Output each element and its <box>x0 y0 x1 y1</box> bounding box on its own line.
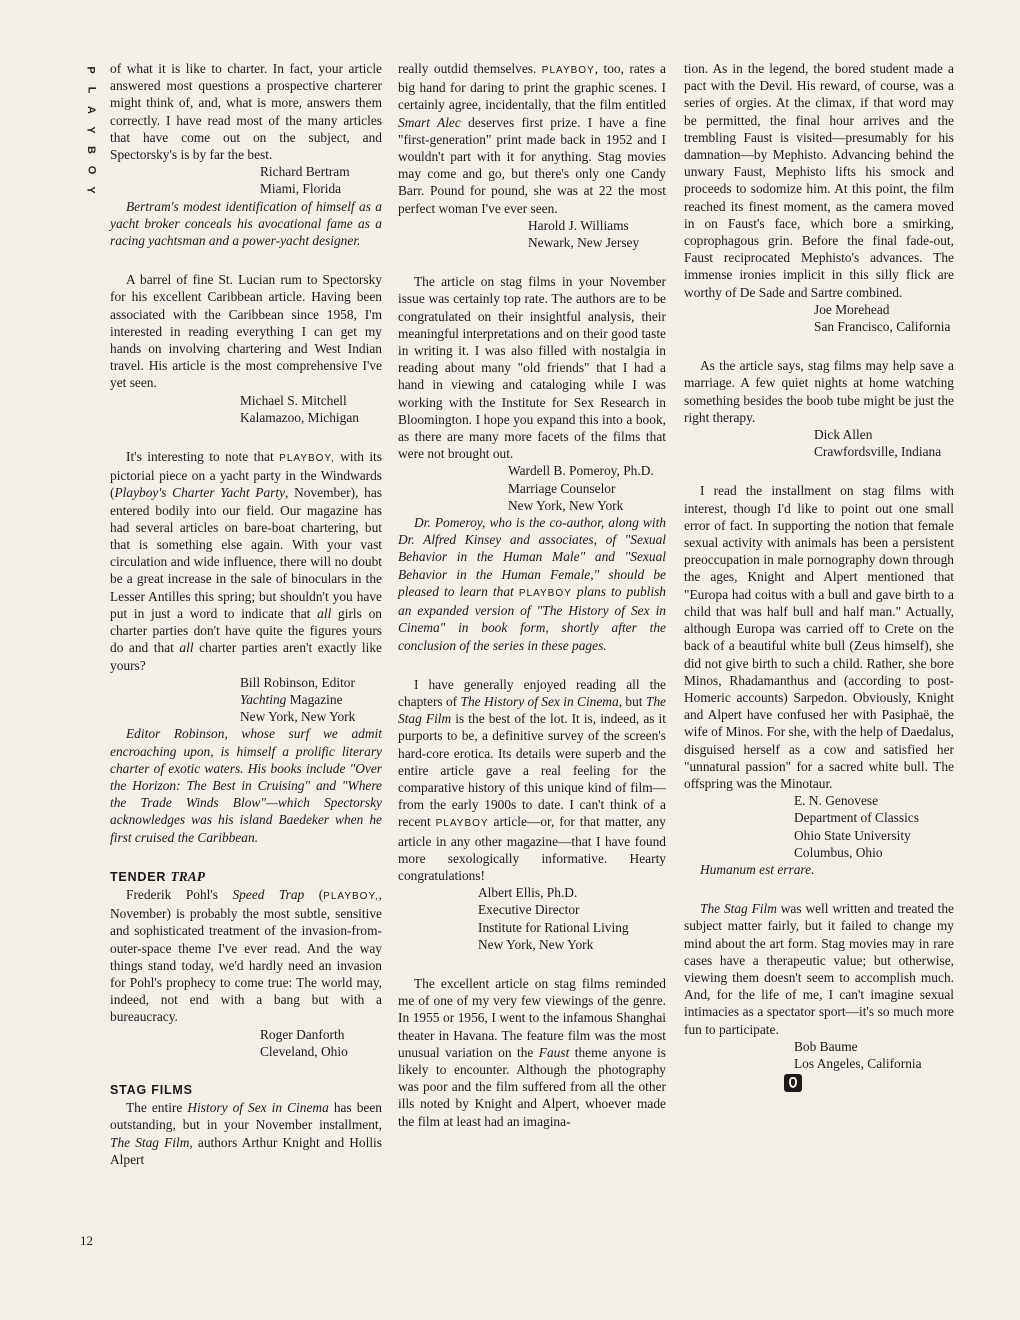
letter-affiliation: Ohio State University <box>794 827 911 843</box>
editor-note: Humanum est errare. <box>700 861 815 877</box>
letter-signature: E. N. Genovese <box>794 793 879 809</box>
letter-location: Newark, New Jersey <box>528 235 640 251</box>
letter-body: It's interesting to note that PLAYBOY, with its pictorial piece on a yacht party in the Windwards (Playboy's Charter Yacht Party, November), has entered bodily into our field. Our magazine has had several articles on bare-boat chartering, but that is something else again. With your vast circulation and wide influence, there will no doubt be a great increase in the sale of binoculars in the Lesser Antilles this spring; but shouldn't you have put in just a word to indicate that all girls on charter parties don't have quite the figures yours do and that all charter parties aren't exactly like yours? <box>110 449 383 673</box>
column-3 <box>684 60 954 1096</box>
letter-location: New York, New York <box>478 936 594 952</box>
masthead-letter: Y <box>85 186 97 194</box>
brand-small-caps: PLAYBOY <box>518 587 572 599</box>
letter-signature: Wardell B. Pomeroy, Ph.D. <box>508 463 654 479</box>
letter-location: Los Angeles, California <box>794 1055 922 1071</box>
letter-location: Columbus, Ohio <box>794 844 883 860</box>
letter-affiliation: Department of Classics <box>794 810 919 826</box>
letter-body: really outdid themselves. PLAYBOY, too, rates a big hand for daring to print the graphic scenes. I certainly agree, incidentally, that the film entitled Smart Alec deserves first prize. I have a fine "first-generation" print made back in 1952 and I wouldn't part with it for anything. Stag movies may come and go, but there's only one Candy Barr. Pound for pound, she was at 22 the most perfect woman I've ever seen. <box>398 61 666 216</box>
letter-affiliation: Marriage Counselor <box>508 480 616 496</box>
brand-small-caps: PLAYBOY, <box>323 890 379 902</box>
editor-note: Bertram's modest identification of himself as a yacht broker conceals his avocational fame as a racing yachtsman and a power-yacht designer. <box>110 198 382 249</box>
letter-signature: Harold J. Williams <box>528 217 629 233</box>
letter-affiliation: Yachting Magazine <box>240 691 343 707</box>
letter-body: As the article says, stag films may help save a marriage. A few quiet nights at home watching something besides the boob tube might be just the right therapy. <box>684 358 954 425</box>
section-heading: TENDER TRAP <box>110 868 205 884</box>
masthead-letter: P <box>85 66 97 74</box>
brand-small-caps: PLAYBOY, <box>279 453 335 465</box>
letter-signature: Dick Allen <box>814 427 873 443</box>
masthead-letter: L <box>84 86 97 94</box>
rabbit-head-icon <box>784 1074 802 1092</box>
letter-body: A barrel of fine St. Lucian rum to Spectorsky for his excellent Caribbean article. Having been associated with the Caribbean since 1958, I'm interested in reading everything I can get my hands on involving chartering and West Indian travel. His article is the most comprehensive I've yet seen. <box>110 272 382 391</box>
letter-affiliation: Institute for Rational Living <box>478 919 629 935</box>
masthead-letter: B <box>84 146 97 154</box>
letter-location: Miami, Florida <box>260 181 342 197</box>
column-1 <box>110 60 382 1168</box>
masthead-letter: O <box>85 165 97 175</box>
letter-signature: Roger Danforth <box>260 1026 345 1042</box>
column-2 <box>398 60 666 1130</box>
letter-location: New York, New York <box>240 709 356 725</box>
letter-signature: Bob Baume <box>794 1038 858 1054</box>
letter-location: Crawfordsville, Indiana <box>814 444 942 460</box>
letter-body: tion. As in the legend, the bored student made a pact with the Devil. His reward, of course, was a series of orgies. At the climax, if that word may be permitted, the final hour arrives and the trembling Faust is visited—presumably for his damnation—by Mephisto. Advancing behind the unwary Faust, Mephisto lifts his smock and proceeds to sodomize him. At this point, the film reached its finest moment, as the camera moved in on Faust's face, which bore a smirking, coprophagous grin. Before the final fade-out, Faust reciprocated Mephisto's advances. The immense ironies implicit in this silly flick are worthy of De Sade and Sartre combined. <box>684 61 954 300</box>
letter-body: The article on stag films in your November issue was certainly top rate. The authors are to be congratulated on their insightful analysis, their meaningful interpretations and on their good taste in writing it. I was also filled with nostalgia in reading about many "old friends" that I had a hand in viewing and cataloging while I was working with the Institute for Sex Research in Bloomington. I hope you expand this into a book, as there are many more facets of the films that were not brought out. <box>398 274 666 462</box>
letter-location: Cleveland, Ohio <box>260 1043 348 1059</box>
masthead-letter: Y <box>85 126 97 134</box>
letter-location: Kalamazoo, Michigan <box>240 409 359 425</box>
letter-body: The entire History of Sex in Cinema has been outstanding, but in your November installment, The Stag Film, authors Arthur Knight and Hollis Alpert <box>110 1100 382 1167</box>
letter-location: New York, New York <box>508 497 624 513</box>
masthead-letter: A <box>84 106 97 114</box>
letter-signature: Richard Bertram <box>260 164 350 180</box>
letter-body: The excellent article on stag films reminded me of one of my very few viewings of the genre. In 1955 or 1956, I went to the infamous Shanghai theater in Havana. The feature film was the most unusual variation on the Faust theme anyone is likely to encounter. Although the photography was poor and the film suffered from all the other ills noted by Knight and Alpert, whoever made the film at least had an imagina- <box>398 975 666 1129</box>
masthead-spine <box>84 60 98 200</box>
letter-body: I have generally enjoyed reading all the chapters of The History of Sex in Cinema, but The Stag Film is the best of the lot. It is, indeed, as it purports to be, a definitive survey of the screen's hard-core erotica. Its details were superb and the entire article gave a real feeling for the comparative history of this unique kind of film—from the early 1900s to date. I can't think of a recent PLAYBOY article—or, for that matter, any article in any other magazine—that I have found more sexologically informative. Hearty congratulations! <box>398 676 666 883</box>
letter-signature: Michael S. Mitchell <box>240 392 347 408</box>
letter-signature: Albert Ellis, Ph.D. <box>478 885 578 901</box>
letter-affiliation: Executive Director <box>478 902 580 918</box>
letter-signature: Joe Morehead <box>814 301 890 317</box>
page-number: 12 <box>80 1233 93 1248</box>
section-heading: STAG FILMS <box>110 1082 193 1097</box>
letter-location: San Francisco, California <box>814 319 951 335</box>
brand-small-caps: PLAYBOY <box>435 818 489 830</box>
letter-body: I read the installment on stag films with interest, though I'd like to point out one small error of fact. In supporting the notion that female sexual activity with animals has been a persistent preoccupation in male pornography down through the ages, Knight and Alpert mentioned that "Europa had coitus with a bull and gave birth to a child that was half bull and half man." Actually, although Europa was carried off to Crete on the back of a beautiful white bull (Zeus himself), she did not give birth to such a child. Rather, she bore Minos, Rhadamanthus and (according to post-Homeric accounts) Sarpedon. Obviously, Knight and Alpert have confused her with Pasiphaë, the wife of Minos. For she, with the help of Daedalus, disguised herself as a cow and satisfied her "unnatural passion" for a sacred white bull. The offspring was the Minotaur. <box>684 483 954 791</box>
editor-note: Dr. Pomeroy, who is the co-author, along with Dr. Alfred Kinsey and associates, of "Sexual Behavior in the Human Male" and "Sexual Behavior in the Human Female," should be pleased to learn that PLAYBOY plans to publish an expanded version of "The History of Sex in Cinema" in book form, shortly after the conclusion of the series in these pages. <box>398 515 666 653</box>
letter-body: The Stag Film was well written and treated the subject matter fairly, but it failed to change my mind about the art form. Stag movies may in rare cases have a therapeutic value; but otherwise, viewing them doesn't seem to accomplish much. And, for the life of me, I can't imagine sexual intimacies as a spectator sport—it's so much more fun to participate. <box>684 901 954 1037</box>
brand-small-caps: PLAYBOY <box>541 65 595 76</box>
editor-note: Editor Robinson, whose surf we admit encroaching upon, is himself a prolific literary charter of exotic waters. His books include "Over the Horizon: The Best in Cruising" and "Where the Trade Winds Blow"—which Spectorsky acknowledges was his island Baedeker when he first cruised the Caribbean. <box>110 726 382 845</box>
letter-body: Frederik Pohl's Speed Trap (PLAYBOY,, November) is probably the most subtle, sensitive and sophisticated treatment of the invasion-from-outer-space theme I've ever read. And the way things stand today, we'd hardly need an invasion for Pohl's prophecy to come true: The world may, indeed, not end with a bang but with a bureaucracy. <box>110 886 382 1025</box>
letter-body: of what it is like to charter. In fact, your article answered most questions a prospective charterer might think of, and, what is more, answers them correctly. I have read most of the many articles that have come out on the subject, and Spectorsky's is by far the best. <box>110 61 382 163</box>
letter-signature: Bill Robinson, Editor <box>240 674 355 690</box>
